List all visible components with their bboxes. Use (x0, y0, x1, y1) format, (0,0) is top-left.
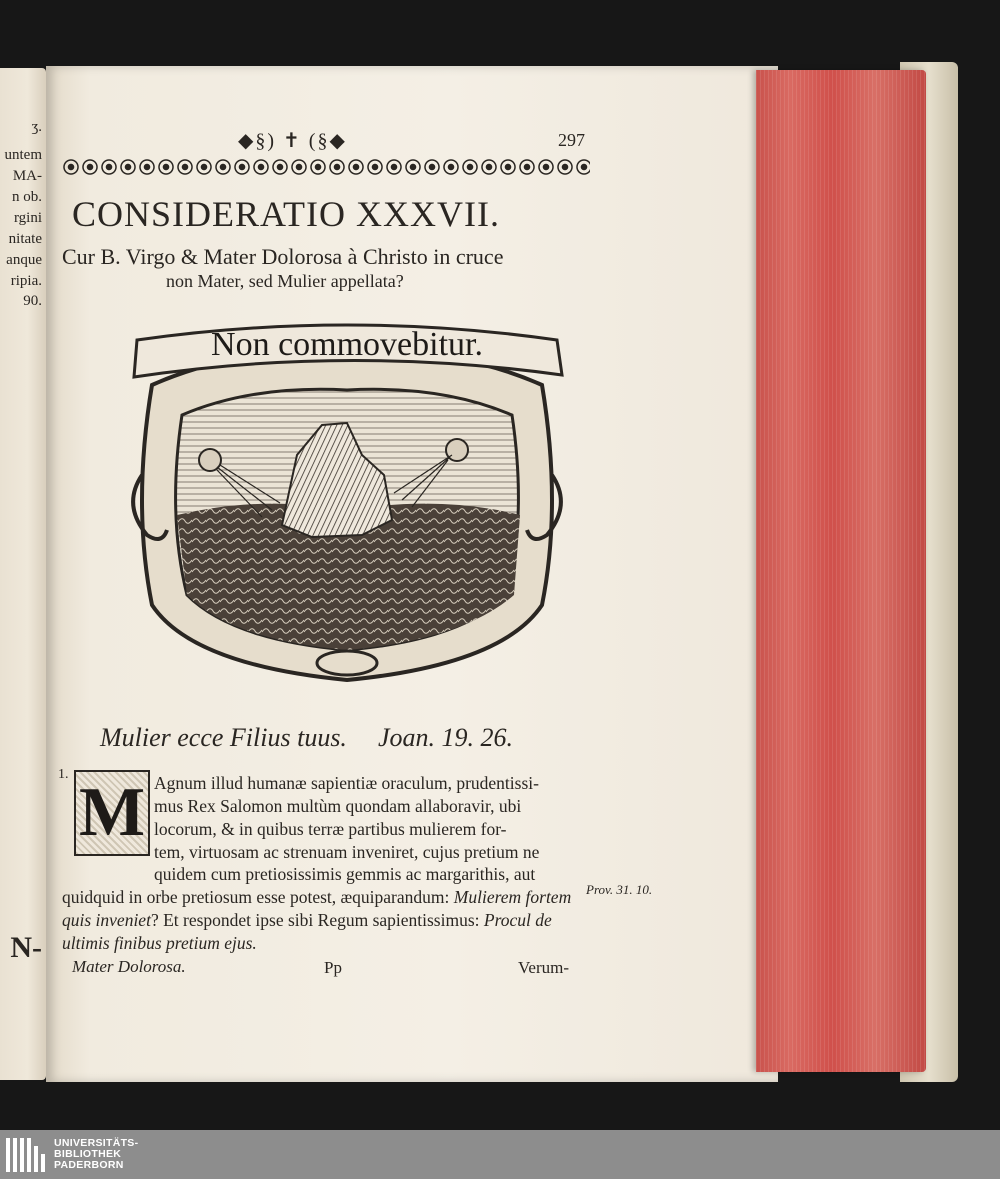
marginal-reference: Prov. 31. 10. (586, 882, 653, 897)
running-footer: Mater Dolorosa. (72, 957, 186, 976)
body-italic: Mulierem fortem (453, 887, 572, 907)
library-name-line: UNIVERSITÄTS- (54, 1137, 139, 1149)
left-page-fragment: 90. (23, 293, 42, 309)
body-line: mus Rex Salomon multùm quondam allaboravir, ubi (154, 796, 522, 816)
left-page-fragment: N- (10, 931, 42, 964)
emblem-engraving (122, 305, 572, 705)
library-name-line: BIBLIOTHEK (54, 1148, 122, 1160)
body-italic: Procul de (483, 910, 552, 930)
body-line: Agnum illud humanæ sapientiæ oraculum, prudentissi- (154, 773, 539, 793)
caption-citation: Joan. 19. 26. (378, 723, 514, 752)
library-footer-bar (0, 1130, 1000, 1179)
ornament-band (62, 158, 590, 176)
left-page-fragment: nitate (8, 231, 42, 247)
paragraph-number: 1. (58, 767, 69, 782)
page-number: 297 (558, 130, 585, 150)
body-line (62, 889, 571, 907)
red-fore-edge (756, 70, 926, 1072)
subtitle-line-1: Cur B. Virgo & Mater Dolorosa à Christo in cruce (62, 244, 504, 269)
page-title: CONSIDERATIO XXXVII. (72, 194, 500, 234)
emblem-motto: Non commovebitur. (211, 326, 483, 363)
left-page-fragment: n ob. (12, 189, 42, 205)
headnote-ornament: ◆§) ✝ (§◆ (238, 130, 347, 152)
body-line: locorum, & in quibus terræ partibus mulierem for- (154, 819, 507, 839)
left-page-fragment: untem (4, 147, 42, 163)
left-page-fragment: ripia. (10, 273, 42, 289)
body-line: quidem cum pretiosissimis gemmis ac margarithis, aut (154, 864, 536, 884)
caption-quote: Mulier ecce Filius tuus. (100, 723, 347, 752)
library-logo-icon (6, 1138, 46, 1172)
decorated-initial: M (74, 770, 150, 856)
left-page-fragment: anque (6, 252, 42, 268)
body-text: quidquid in orbe pretiosum esse potest, æquiparandum: (62, 887, 454, 907)
body-italic: quis inveniet (62, 910, 151, 930)
signature-mark: Pp (324, 958, 342, 977)
left-page-fragment: MA- (12, 168, 42, 184)
body-text: ? Et respondet ipse sibi Regum sapientissimus: (150, 910, 484, 930)
body-line (62, 912, 552, 930)
left-page-fragment: rgini (13, 210, 42, 226)
library-name-line: PADERBORN (54, 1159, 124, 1171)
previous-page-edge (0, 68, 46, 1080)
body-line: ultimis finibus pretium ejus. (62, 933, 257, 953)
library-name (54, 1138, 138, 1171)
body-line: tem, virtuosam ac strenuam inveniret, cujus pretium ne (154, 842, 540, 862)
subtitle-line-2: non Mater, sed Mulier appellata? (166, 271, 404, 291)
left-page-fragment: ʒ. (31, 119, 42, 135)
catchword: Verum- (518, 958, 569, 977)
